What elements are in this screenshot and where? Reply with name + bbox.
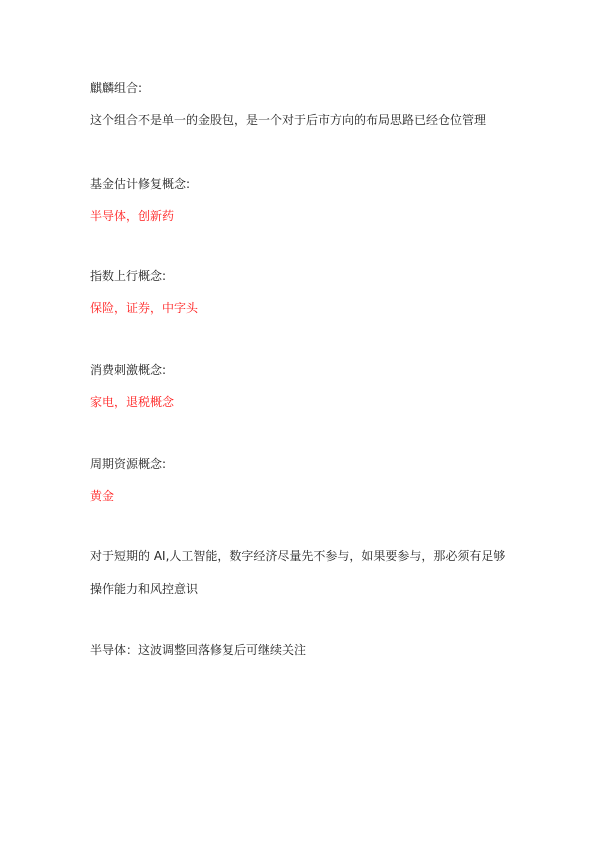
section-items-index-up: 保险，证券，中字头 (90, 301, 199, 315)
closing-text: 半导体：这波调整回落修复后可继续关注 (90, 643, 307, 657)
note-line-2: 操作能力和风控意识 (90, 582, 199, 596)
note-line-1: 对于短期的 AI,人工智能，数字经济尽量先不参与，如果要参与，那必须有足够 (90, 549, 506, 563)
intro-text: 这个组合不是单一的金股包，是一个对于后市方向的布局思路已经仓位管理 (90, 113, 487, 127)
section-items-fund-repair: 半导体，创新药 (90, 209, 175, 223)
section-items-consumption: 家电，退税概念 (90, 395, 175, 409)
section-heading-consumption: 消费刺激概念: (90, 363, 167, 377)
section-heading-fund-repair: 基金估计修复概念: (90, 177, 191, 191)
section-heading-cycle-resources: 周期资源概念: (90, 457, 167, 471)
section-heading-index-up: 指数上行概念: (90, 269, 167, 283)
intro-heading: 麒麟组合: (90, 81, 143, 95)
section-items-cycle-resources: 黄金 (90, 489, 115, 503)
